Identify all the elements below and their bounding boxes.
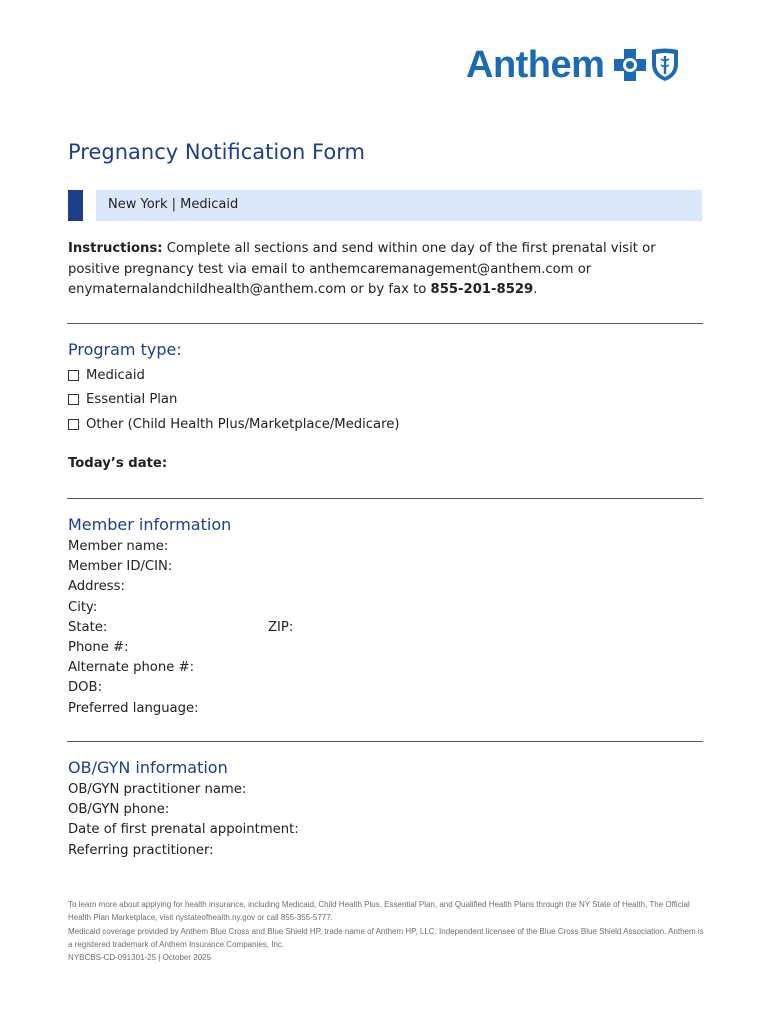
state-zip-row — [68, 618, 468, 638]
instructions-end: . — [533, 282, 538, 297]
program-option-other[interactable] — [68, 412, 400, 437]
checkbox[interactable] — [68, 394, 79, 405]
anthem-logo — [466, 44, 680, 86]
fax-number: 855-201-8529 — [430, 282, 534, 297]
program-option-medicaid[interactable] — [68, 363, 400, 388]
section-divider — [67, 498, 703, 499]
instructions — [68, 239, 698, 301]
section-divider — [67, 741, 703, 742]
footer — [68, 898, 708, 964]
preferred-language-field[interactable]: Preferred language: — [68, 700, 199, 716]
program-option-essential-plan[interactable] — [68, 388, 400, 413]
member-info-heading: Member information — [68, 515, 232, 534]
instructions-text: Complete all sections and send within one day of the first prenatal visit or positive pregnancy test via email to anthemcaremanagement@anthem.com or enymaternalandchildhealth@anthem.com or by fax to — [68, 241, 656, 297]
state-field[interactable]: State: — [68, 619, 108, 635]
member-name-field[interactable]: Member name: — [68, 539, 169, 554]
address-field[interactable]: Address: — [68, 579, 125, 595]
program-type-options — [68, 363, 400, 437]
logo-wordmark: Anthem — [466, 44, 605, 86]
plan-banner — [68, 190, 702, 221]
first-prenatal-appointment-field[interactable]: Date of first prenatal appointment: — [68, 822, 299, 838]
checkbox[interactable] — [68, 370, 79, 381]
dob-field[interactable]: DOB: — [68, 680, 103, 696]
program-type-heading: Program type: — [68, 340, 182, 359]
obgyn-practitioner-field[interactable]: OB/GYN practitioner name: — [68, 782, 247, 797]
city-field[interactable]: City: — [68, 599, 98, 615]
phone-field[interactable]: Phone #: — [68, 639, 129, 655]
footer-form-code: NYBCBS-CD-091301-25 | October 2025 — [68, 953, 212, 963]
option-label: Other (Child Health Plus/Marketplace/Medicare) — [86, 416, 400, 432]
section-divider — [67, 323, 703, 324]
obgyn-info-heading: OB/GYN information — [68, 758, 228, 777]
member-info-fields — [68, 537, 468, 719]
alternate-phone-field[interactable]: Alternate phone #: — [68, 660, 195, 676]
obgyn-info-fields — [68, 780, 468, 861]
footer-marketplace-note: To learn more about applying for health insurance, including Medicaid, Child Health Plus, Essential Plan, and Qualified Health Plans through the NY State of Health, The Official Health Plan Marketplace, visit nystateofhealth.ny.gov or call 855-355-5777. — [68, 900, 690, 923]
option-label: Essential Plan — [86, 392, 178, 408]
blue-shield-icon — [650, 47, 680, 83]
referring-practitioner-field[interactable]: Referring practitioner: — [68, 842, 214, 858]
form-title: Pregnancy Notification Form — [68, 140, 365, 164]
plan-accent-bar — [68, 190, 83, 221]
blue-cross-icon — [612, 47, 648, 83]
logo-marks — [612, 47, 680, 83]
zip-field[interactable]: ZIP: — [268, 619, 294, 635]
plan-label: New York | Medicaid — [96, 190, 702, 221]
checkbox[interactable] — [68, 419, 79, 430]
instructions-label: Instructions: — [68, 241, 163, 256]
todays-date-label: Today’s date: — [68, 456, 168, 471]
footer-legal-note: Medicaid coverage provided by Anthem Blue Cross and Blue Shield HP, trade name of Anthem HP, LLC. Independent licensee of the Blue Cross Blue Shield Association. Anthem is a registered trademark of Anthem Insurance Companies, Inc. — [68, 926, 704, 949]
option-label: Medicaid — [86, 367, 145, 383]
member-id-field[interactable]: Member ID/CIN: — [68, 559, 173, 575]
obgyn-phone-field[interactable]: OB/GYN phone: — [68, 802, 170, 818]
